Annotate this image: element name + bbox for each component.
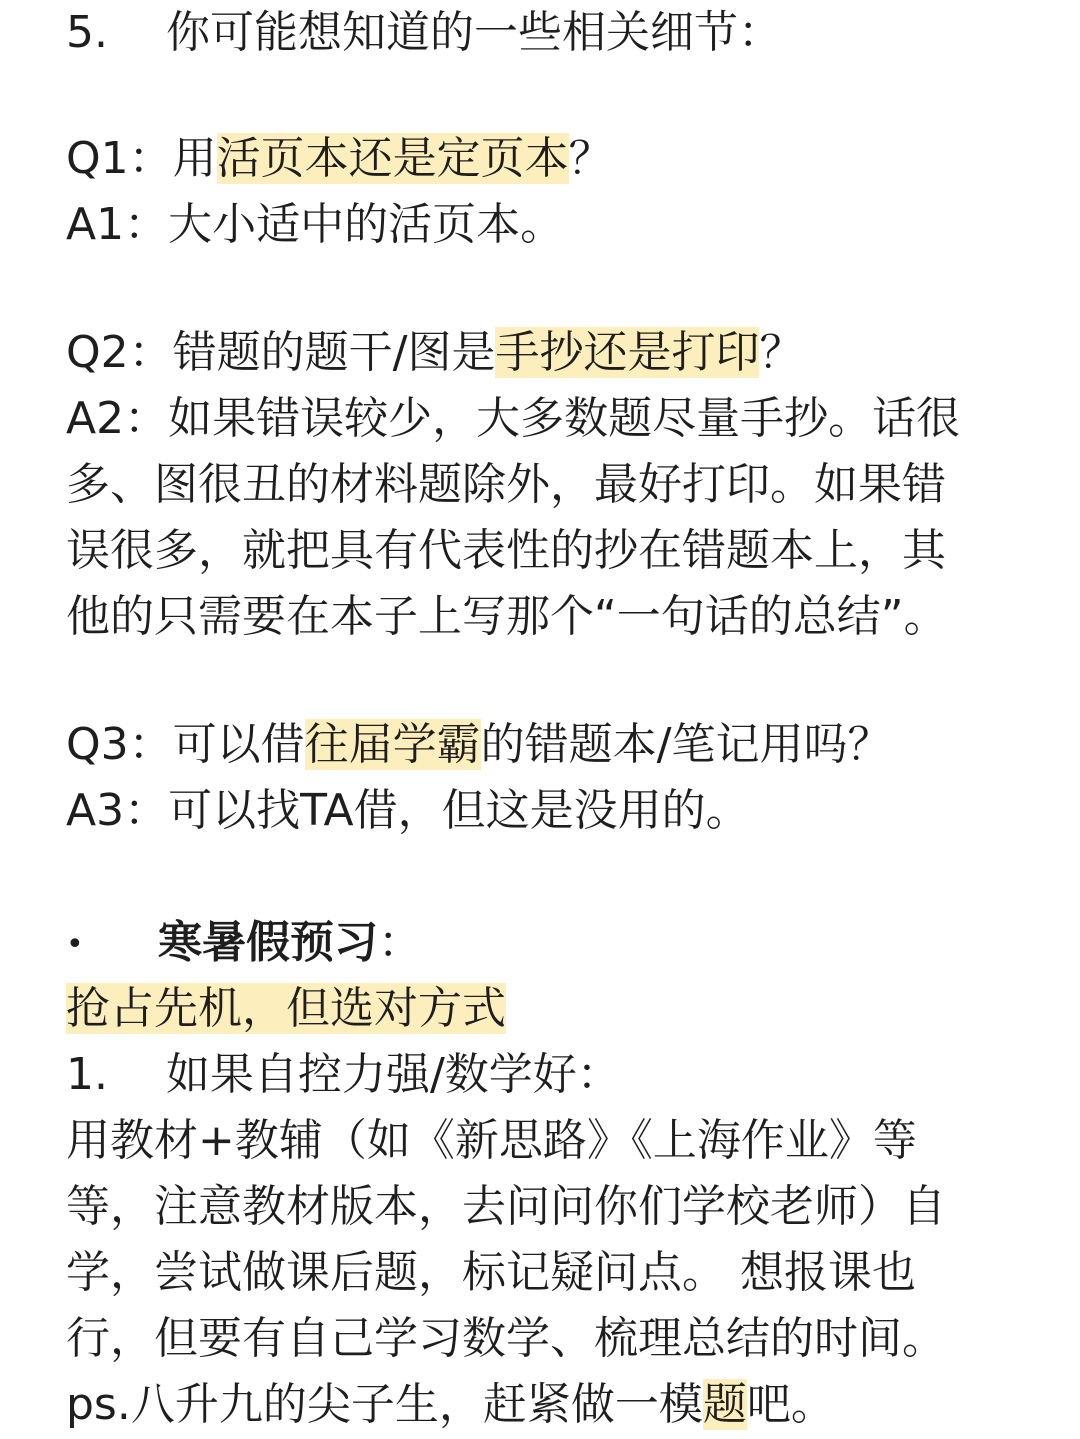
preview-title: 寒暑假预习	[158, 917, 378, 968]
preview-heading	[66, 910, 422, 976]
question-2-suffix: ？	[759, 327, 804, 378]
preview-item-1-line: 行，但要有自己学习数学、梳理总结的时间。	[66, 1313, 946, 1364]
ps-highlight: 题	[702, 1379, 747, 1430]
preview-item-1-heading: 1. 如果自控力强/数学好：	[66, 1049, 621, 1100]
question-3-prefix: Q3：可以借	[66, 719, 305, 770]
preview-tagline-highlight: 抢占先机，但选对方式	[66, 983, 506, 1034]
answer-2-line: 他的只需要在本子上写那个“一句话的总结”。	[66, 591, 948, 642]
preview-item-1-line: 用教材+教辅（如《新思路》《上海作业》等	[66, 1115, 917, 1166]
ps-suffix: 吧。	[746, 1379, 835, 1430]
question-1-highlight: 活页本还是定页本	[216, 133, 569, 184]
question-2	[66, 320, 803, 386]
question-1-suffix: ？	[568, 133, 613, 184]
answer-2-line: 多、图很丑的材料题除外，最好打印。如果错	[66, 459, 946, 510]
question-1-prefix: Q1：用	[66, 133, 217, 184]
preview-ps-line	[66, 1372, 835, 1438]
preview-title-colon: ：	[378, 917, 422, 968]
question-3-highlight: 往届学霸	[304, 719, 481, 770]
ps-prefix: ps.八升九的尖子生，赶紧做一模	[66, 1379, 703, 1430]
question-1	[66, 126, 613, 192]
question-2-prefix: Q2：错题的题干/图是	[66, 327, 496, 378]
preview-item-1-line: 等，注意教材版本，去问问你们学校老师）自	[66, 1181, 946, 1232]
question-3	[66, 712, 891, 778]
question-2-highlight: 手抄还是打印	[495, 327, 760, 378]
question-3-suffix: 的错题本/笔记用吗？	[480, 719, 892, 770]
answer-2-line: 误很多，就把具有代表性的抄在错题本上，其	[66, 525, 946, 576]
preview-tagline	[66, 976, 506, 1042]
section-5-heading: 5. 你可能想知道的一些相关细节：	[66, 7, 782, 58]
answer-1: A1：大小适中的活页本。	[66, 199, 565, 250]
bullet-icon: •	[66, 927, 84, 962]
answer-2-line: A2：如果错误较少，大多数题尽量手抄。话很	[66, 393, 961, 444]
answer-3: A3：可以找TA借，但这是没用的。	[66, 785, 750, 836]
preview-item-1-line: 学，尝试做课后题，标记疑问点。 想报课也	[66, 1247, 916, 1298]
